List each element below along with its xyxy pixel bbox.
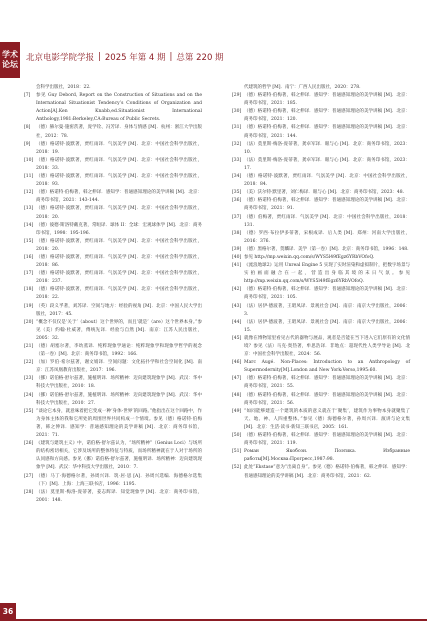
references-right-column xyxy=(232,84,410,481)
reference-text: （德）格诺特·伯梅著，韩之伸译．感知学：普通感知理论的美学讲稿 [M]．北京：商务印书馆，2021：143-144. xyxy=(36,190,202,204)
reference-item xyxy=(24,270,202,286)
reference-item xyxy=(232,448,410,464)
reference-text: （法）莫里斯·梅洛-庞蒂著，龚卓军译．眼与心 [M]．北京：商务印书馆，2023：10. xyxy=(244,141,410,155)
reference-item xyxy=(232,214,410,230)
reference-item xyxy=(232,262,410,286)
reference-text: （德）格诺特·伯梅著，韩之伸译．感知学：普通感知理论的美学讲稿 [M]．北京：商务印书馆，2021：55. xyxy=(244,376,410,390)
reference-item xyxy=(24,173,202,189)
reference-item xyxy=(232,157,410,173)
reference-text: （德）罗西·布拉伊多蒂著，宋根成译．后人类 [M]．郑州：河南大学出版社，2016：376. xyxy=(244,230,410,244)
reference-number: [27] xyxy=(24,473,34,479)
reference-item xyxy=(24,319,202,343)
reference-item xyxy=(232,464,410,480)
issue-label: 2025 年第 4 期 xyxy=(104,53,166,63)
reference-item xyxy=(24,84,202,92)
reference-text: （德）格诺特·伯梅著，韩之伸译．感知学：普通感知理论的美学讲稿 [M]．北京：商务印书馆，2021：120. xyxy=(244,109,410,123)
reference-number: [40] xyxy=(232,254,242,260)
reference-text: （德）格诺特·伯梅著，韩之伸译．感知学：普通感知理论的美学讲稿 [M]．北京：商务印书馆，2021：56. xyxy=(244,392,410,406)
reference-text: （挪）诺伯格-舒尔兹著，施植明译．场所精神：迈向建筑现象学 [M]．武汉：华中科技大学出版社，2010：27. xyxy=(36,392,202,406)
reference-number: [17] xyxy=(24,271,34,277)
references-left-column xyxy=(24,84,202,505)
page-number: 36 xyxy=(0,603,16,619)
reference-text: （法）莫里斯·梅洛-庞蒂著，龚卓军译．眼与心 [M]．北京：商务印书馆，2023：17. xyxy=(244,157,410,171)
reference-number: [14] xyxy=(24,222,34,228)
reference-item xyxy=(24,238,202,254)
reference-text: （德）赫尔曼·施密茨著，庞学铨、冯芳译．身体与情感 [M]．杭州：浙江大学出版社，2012：78. xyxy=(36,125,202,139)
reference-text: Роман Якобсон. Поэтика. Избранные работы[M].Москва:Прогресс,1987:98. xyxy=(244,449,410,463)
reference-text: （德）胡塞尔著，李幼蒸译．纯粹现象学通论：纯粹现象学和现象学哲学的观念（第一卷）[M]．北京：商务印书馆，1992：166. xyxy=(36,344,202,358)
reference-number: [41] xyxy=(232,263,242,269)
reference-number: [45] xyxy=(232,335,242,341)
reference-item xyxy=(24,489,202,505)
reference-item xyxy=(232,319,410,335)
reference-number: [48] xyxy=(232,392,242,398)
reference-number: [34] xyxy=(232,174,242,180)
section-tab-line2: 论坛 xyxy=(2,60,18,69)
reference-text: （法）居伊·德波著，王昭凤译．景观社会 [M]．南京：南京大学出版社，2006：15. xyxy=(244,319,410,333)
reference-number: [52] xyxy=(232,465,242,471)
reference-item xyxy=(232,197,410,213)
reference-item xyxy=(24,141,202,157)
reference-number: [28] xyxy=(24,489,34,495)
total-issue-label: 总第 220 期 xyxy=(176,53,224,63)
reference-item xyxy=(232,246,410,254)
reference-number: [38] xyxy=(232,230,242,236)
reference-number: [21] xyxy=(24,344,34,349)
reference-number: [44] xyxy=(232,319,242,325)
reference-item xyxy=(24,473,202,489)
reference-number: [46] xyxy=(232,360,242,366)
reference-text: （德）格诺特·波默著，贾红雨译．气氛美学 [M]．北京：中国社会科学出版社，2018：237. xyxy=(36,271,202,285)
reference-text: （德）格诺特·波默著，贾红雨译．气氛美学 [M]．北京：中国社会科学出版社，2018：20. xyxy=(36,206,202,220)
reference-text: （德）格诺特·伯梅著，韩之伸译．感知学：普通感知理论的美学讲稿 [M]．北京：商务印书馆，2021：119. xyxy=(244,433,410,447)
reference-number: [10] xyxy=(24,157,34,163)
reference-number: [42] xyxy=(232,287,242,293)
reference-number: [26] xyxy=(24,441,34,447)
reference-item xyxy=(232,108,410,124)
reference-number: [49] xyxy=(232,408,242,414)
reference-text: （德）伯梅著，贾红雨译．气氛美学 [M]．北京：中国社会科学出版社，2018：131. xyxy=(244,214,410,228)
reference-number: [35] xyxy=(232,190,242,196)
reference-item xyxy=(232,359,410,375)
reference-text: Marc Augé. Non-Places: Introduction to an Anthropology of Supermodernity[M].London and New York:Verso,1995:60. xyxy=(244,360,410,374)
reference-text: （德）格诺特·波默著，贾红雨译．气氛美学 [M]．北京：中国社会科学出版社，2018：20. xyxy=(36,238,202,252)
reference-text: 就像在博物馆里看见古代的器物与展品，观者是否能在当下进入它们原有的文化情境？参见（法）马克·奥热著，牟思浩译．非地点：超现代性人类学导论 [M]．北京：中国社会科学出版社，2024：56. xyxy=(244,335,410,358)
reference-item xyxy=(232,124,410,140)
reference-text: 参见 Guy Debord, Report on the Construction of Situations and on the International Situationist Tendency’s Conditions of Organization and Action[A].Ken Knabb,ed.Situationist International Anthology,1981:Berkeley,CA:Bureau of Public Secrets. xyxy=(36,93,202,123)
reference-text: “如同能够建造一个建筑的本质的意义就在于‘聚集’，建筑作为事物本身就聚集了天、地、神、人四重整体。”参见（德）海德格尔著，孙周兴译．演讲与论文集 [M]．北京：生活·读书·新知三联书店，2005：161. xyxy=(244,408,410,430)
reference-number: [37] xyxy=(232,214,242,220)
reference-item xyxy=(24,254,202,270)
reference-text: 参见 http://mp.weixin.qq.com/s/WYS5l49fEgz6YRbVOfoQ. xyxy=(244,254,375,260)
reference-number: [39] xyxy=(232,246,242,252)
reference-number: [18] xyxy=(24,287,34,293)
reference-item xyxy=(24,124,202,140)
reference-item xyxy=(232,335,410,359)
reference-text: （英）段义孚著，刘苏译．空间与地方：经验的视角 [M]．北京：中国人民大学出版社，2017：45. xyxy=(36,303,202,317)
reference-text: （法）居伊·德波著，王昭凤译．景观社会 [M]．南京：南京大学出版社，2006：3. xyxy=(244,303,410,317)
reference-number: [11] xyxy=(24,174,34,180)
reference-text: （德）格诺特·伯梅著，韩之伸译．感知学：普通感知理论的美学讲稿 [M]．北京：商务印书馆，2021：185. xyxy=(244,93,410,107)
reference-number: [43] xyxy=(232,303,242,309)
reference-text: （德）格诺特·伯梅著，韩之伸译．感知学：普通感知理论的美学讲稿 [M]．北京：商务印书馆，2021：144. xyxy=(244,125,410,139)
reference-text: （德）马丁·海德格尔著，孙周兴译．筑·居·思 [A]．孙周兴选编．海德格尔选集（下）[M]．上海：上海三联书店，1996：1195. xyxy=(36,473,202,487)
reference-text: （德）格诺特·伯梅著，韩之伸译．感知学：普通感知理论的美学讲稿 [M]．北京：商务印书馆，2021：91. xyxy=(244,198,410,212)
reference-item xyxy=(24,286,202,302)
reference-number: [12] xyxy=(24,190,34,196)
reference-item xyxy=(24,392,202,408)
reference-item xyxy=(232,92,410,108)
reference-text: 代建筑的哲学 [M]．南宁：广西人民出版社，2020：278. xyxy=(244,85,361,90)
reference-item xyxy=(24,157,202,173)
reference-number: [15] xyxy=(24,238,34,244)
reference-number: [22] xyxy=(24,360,34,366)
reference-item xyxy=(24,92,202,124)
reference-text: （德）黑格尔著，贺麟译．美学（第一卷）[M]．北京：商务印书馆，1996：148. xyxy=(244,246,409,252)
reference-text: 会科学出版社，2018：22. xyxy=(36,85,91,90)
reference-number: [51] xyxy=(232,449,242,455)
reference-text: （法）莫里斯·梅洛-庞蒂著，姜志辉译．知觉现象学 [M]．北京：商务印书馆，2001：148. xyxy=(36,489,202,503)
reference-number: [9] xyxy=(24,141,31,147)
reference-text: “概念不仅仅是‘关于’（about）这个世界的，而且‘就是’（are）这个世界本身。”参见（美）约翰·杜威著，傅统先译．经验与自然 [M]．南京：江苏人民出版社，2005：32. xyxy=(36,319,202,341)
reference-item xyxy=(24,189,202,205)
reference-number: [50] xyxy=(232,433,242,439)
reference-item xyxy=(24,408,202,440)
reference-item xyxy=(232,254,410,262)
reference-number: [36] xyxy=(232,198,242,204)
reference-text: （美）沃尔特·默里著，刘仁梅译．眼与心 [M]．北京：商务印书馆，2023：48. xyxy=(244,190,405,196)
reference-item xyxy=(232,189,410,197)
reference-text: 《流浪地球2》运用 Unreal Engine 5 实现了实时渲染和虚拟制片，把数字场景与实拍画面融合在一起，营造出身临其境的末日气氛。参见 http://mp.weixin.qq.com/s/WYS5l49fEgz6YRbVOfoQ. xyxy=(244,263,410,285)
reference-item xyxy=(232,173,410,189)
reference-number: [8] xyxy=(24,125,31,131)
reference-number: [23] xyxy=(24,376,34,382)
reference-number: [19] xyxy=(24,303,34,309)
reference-item xyxy=(232,286,410,302)
reference-number: [7] xyxy=(24,93,31,99)
section-tab-line1: 学术 xyxy=(2,50,18,59)
reference-item xyxy=(232,432,410,448)
reference-item xyxy=(232,375,410,391)
reference-number: [20] xyxy=(24,319,34,325)
reference-text: “谈论它本身，就意味着把它变成一种‘身体-世界’的回路。”他指出在这个回路中，作为身体主体的我和它所处的周围世界共同构成一个情境。参见（德）格诺特·伯梅著，韩之伸译．感知学：普通感知理论的美学讲稿 [M]．北京：商务印书馆，2021：71. xyxy=(36,408,202,439)
reference-number: [30] xyxy=(232,109,242,115)
reference-text: （加）罗伯·希尔兹著，谢文娟译．空间问题：文化拓扑学和社会空间化 [M]．南京：江苏凤凰教育出版社，2017：196. xyxy=(36,360,202,374)
reference-number: [31] xyxy=(232,125,242,131)
reference-text: （德）格诺特·伯梅著，韩之伸译．感知学：普通感知理论的美学讲稿 [M]．北京：商务印书馆，2021：105. xyxy=(244,287,410,301)
reference-item xyxy=(232,230,410,246)
reference-item xyxy=(232,392,410,408)
reference-number: [32] xyxy=(232,141,242,147)
reference-number: [33] xyxy=(232,157,242,163)
reference-text: （德）格诺特·波默著，贾红雨译．气氛美学 [M]．北京：中国社会科学出版社，2018：84. xyxy=(244,174,410,188)
reference-number: [47] xyxy=(232,376,242,382)
reference-item xyxy=(232,84,410,92)
reference-item xyxy=(24,205,202,221)
running-header xyxy=(26,50,407,64)
reference-number: [29] xyxy=(232,93,242,99)
section-tab xyxy=(0,42,20,78)
reference-item xyxy=(232,303,410,319)
reference-item xyxy=(24,359,202,375)
reference-number: [25] xyxy=(24,408,34,414)
journal-name: 北京电影学院学报 xyxy=(26,53,95,63)
reference-text: （挪）诺伯格-舒尔兹著，施植明译．场所精神：迈向建筑现象学 [M]．武汉：华中科技大学出版社，2010：18. xyxy=(36,376,202,390)
reference-text: （德）格诺特·波默著，贾红雨译．气氛美学 [M]．北京：中国社会科学出版社，2018：22. xyxy=(36,287,202,301)
reference-number: [13] xyxy=(24,206,34,212)
reference-text: （德）格诺特·波默著，贾红雨译．气氛美学 [M]．北京：中国社会科学出版社，2018：33. xyxy=(36,157,202,171)
reference-text: 《建筑与建筑主义》中，诺伯格-舒尔兹认为，“场所精神”（Genius Loci）与场所的结构密切相关，它涉及场所的整体特征与特质，而场所精神就在于人对于场所的认同感和方向感。参见（挪）诺伯格-舒尔兹著，施植明译．场所精神：迈向建筑现象学 [M]．武汉：华中科技大学出版社，2010：7. xyxy=(36,441,202,471)
reference-item xyxy=(24,343,202,359)
reference-number: [16] xyxy=(24,254,34,260)
reference-item xyxy=(24,303,202,319)
reference-item xyxy=(24,440,202,472)
reference-text: 此处“Ekstase”意为“出离自身”。参见（德）格诺特·伯梅著，韩之伸译．感知学：普通感知理论的美学讲稿 [M]．北京：商务印书馆，2021：62. xyxy=(244,465,410,479)
reference-text: （德）格诺特·波默著，贾红雨译．气氛美学 [M]．北京：中国社会科学出版社，2018：93. xyxy=(36,174,202,188)
reference-item xyxy=(24,222,202,238)
reference-item xyxy=(232,141,410,157)
reference-number: [24] xyxy=(24,392,34,398)
header-separator: | xyxy=(169,52,173,62)
reference-text: （德）格诺特·波默著，贾红雨译．气氛美学 [M]．北京：中国社会科学出版社，2018：86. xyxy=(36,254,202,269)
header-separator: | xyxy=(98,52,101,62)
reference-item xyxy=(24,375,202,391)
reference-text: （德）彼德·斯洛特戴克著，常晅译．球体 II：全球：宏观球体学 [M]．北京：商务印书馆，1998：195-196. xyxy=(36,222,202,236)
reference-text: （德）格诺特·波默著，贾红雨译．气氛美学 [M]．北京：中国社会科学出版社，2018：19. xyxy=(36,141,202,155)
reference-item xyxy=(232,408,410,432)
